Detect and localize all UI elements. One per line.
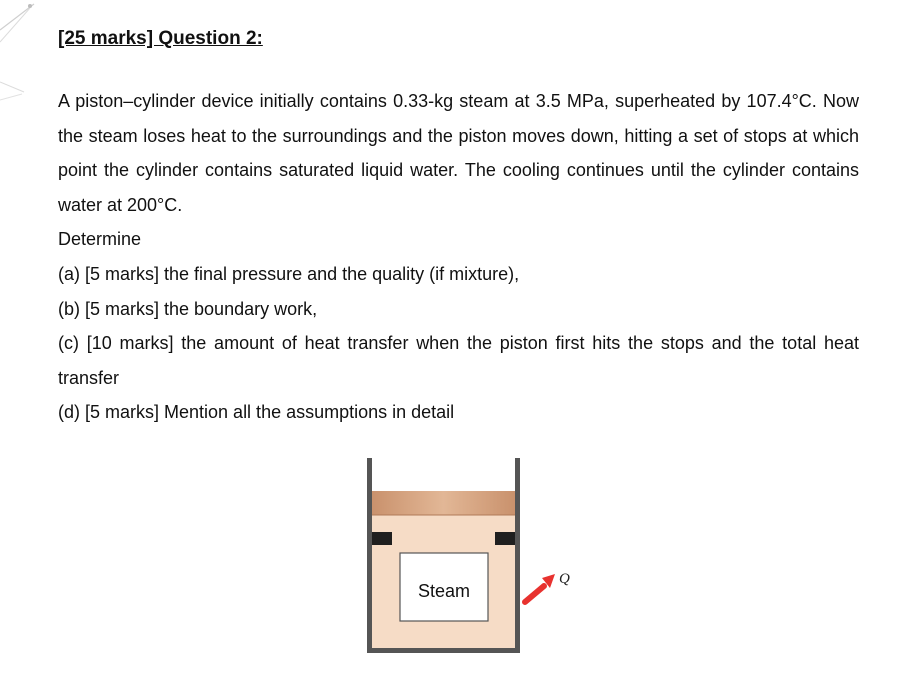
stop-left [372, 532, 392, 545]
cylinder-left-wall [367, 458, 372, 653]
cylinder-right-wall [515, 458, 520, 653]
question-body [58, 84, 859, 430]
cylinder-bottom [367, 648, 520, 653]
part-b: (b) [5 marks] the boundary work, [58, 298, 318, 319]
part-d: (d) [5 marks] Mention all the assumptions in detail [58, 402, 455, 423]
stop-right [495, 532, 515, 545]
heat-arrow-shaft [525, 586, 544, 602]
steam-label: Steam [417, 581, 471, 601]
heat-label: Q [559, 571, 570, 587]
part-a: (a) [5 marks] the final pressure and the quality (if mixture), [58, 263, 520, 284]
problem-statement: A piston–cylinder device initially contains 0.33-kg steam at 3.5 MPa, superheated by 107.4°C. Now the steam loses heat to the surroundings and the piston moves down, hitting a set of stops at which point the cylinder contains saturated liquid water. The cooling continues until the cylinder contains water at 200°C. [58, 91, 859, 215]
part-c: (c) [10 marks] the amount of heat transfer when the piston first hits the stops and the total heat transfer [58, 333, 859, 388]
question-heading: [25 marks] Question 2: [58, 28, 263, 49]
piston [371, 491, 516, 515]
corner-decoration [0, 0, 40, 110]
piston-cylinder-figure [360, 455, 590, 660]
determine-label: Determine [58, 229, 142, 250]
